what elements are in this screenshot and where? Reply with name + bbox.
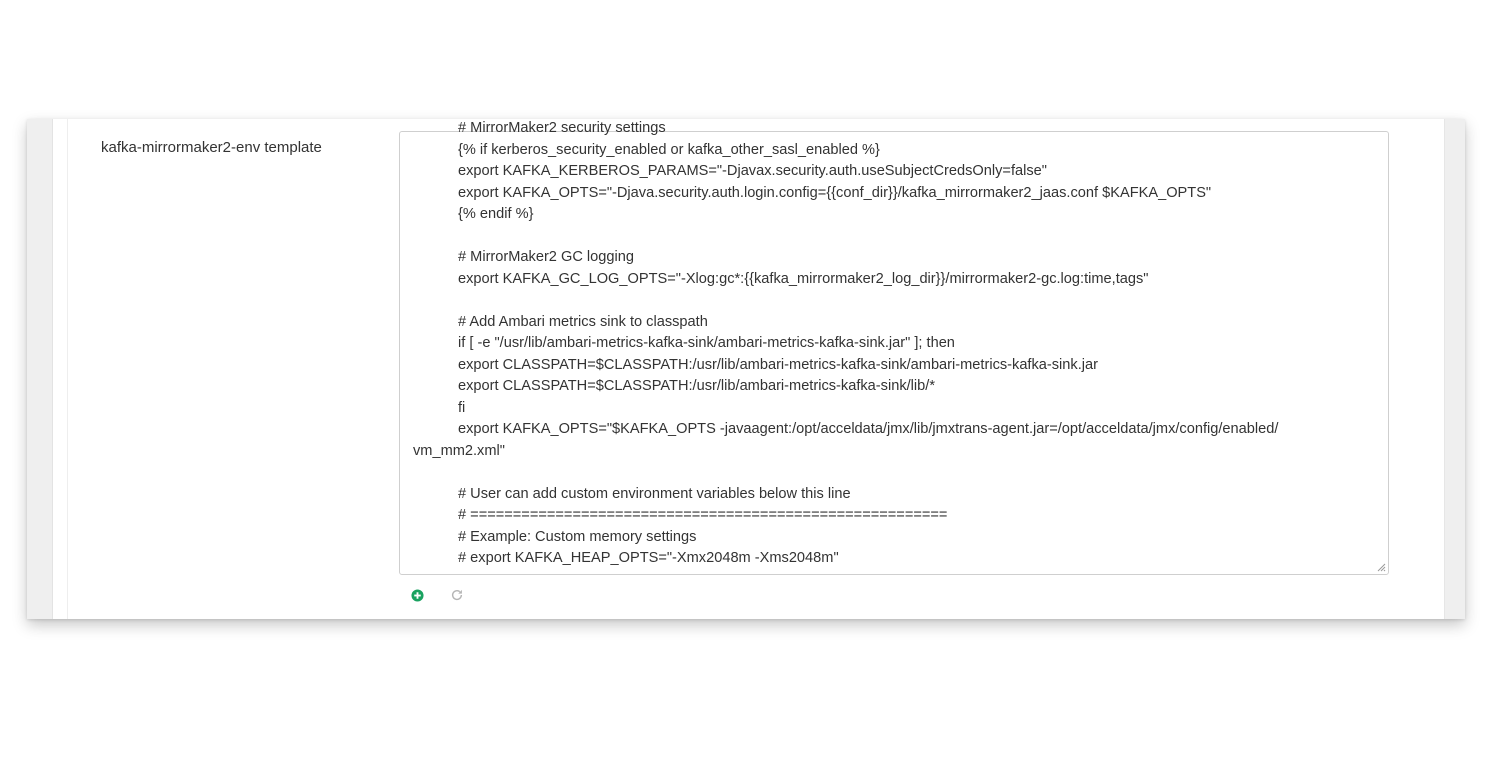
property-label: kafka-mirrormaker2-env template bbox=[101, 139, 322, 156]
code-line bbox=[413, 462, 1383, 484]
config-property-card bbox=[27, 119, 1465, 619]
code-line: export KAFKA_OPTS="-Djava.security.auth.login.config={{conf_dir}}/kafka_mirrormaker2_jaas.conf $KAFKA_OPTS" bbox=[458, 184, 1212, 201]
code-line: export KAFKA_KERBEROS_PARAMS="-Djavax.security.auth.useSubjectCredsOnly=false" bbox=[458, 163, 1047, 179]
code-line: # ======================================================== bbox=[458, 507, 948, 523]
code-line: # MirrorMaker2 security settings bbox=[458, 120, 666, 136]
code-line: vm_mm2.xml" bbox=[413, 442, 505, 459]
card-right-gutter bbox=[1444, 119, 1465, 619]
code-line bbox=[413, 290, 1383, 312]
code-line: # Add Ambari metrics sink to classpath bbox=[458, 313, 708, 330]
code-line: export KAFKA_OPTS="$KAFKA_OPTS -javaagent:/opt/acceldata/jmx/lib/jmxtrans-agent.jar=/opt/acceldata/jmx/config/enabled/ bbox=[458, 421, 1279, 437]
code-line: {% if kerberos_security_enabled or kafka_other_sasl_enabled %} bbox=[458, 141, 880, 158]
code-line: # export KAFKA_HEAP_OPTS="-Xmx2048m -Xms2048m" bbox=[458, 550, 839, 566]
code-line: {% endif %} bbox=[458, 206, 534, 222]
code-line: fi bbox=[458, 399, 466, 416]
resize-grip-icon[interactable] bbox=[1376, 562, 1386, 572]
code-line: if [ -e "/usr/lib/ambari-metrics-kafka-sink/ambari-metrics-kafka-sink.jar" ]; then bbox=[458, 335, 955, 351]
code-line: # MirrorMaker2 GC logging bbox=[458, 249, 634, 265]
template-content[interactable] bbox=[413, 118, 1383, 570]
code-line: export CLASSPATH=$CLASSPATH:/usr/lib/ambari-metrics-kafka-sink/lib/* bbox=[458, 378, 936, 394]
property-actions bbox=[409, 586, 465, 604]
code-line: export KAFKA_GC_LOG_OPTS="-Xlog:gc*:{{kafka_mirrormaker2_log_dir}}/mirrormaker2-gc.log:time,tags" bbox=[458, 270, 1149, 287]
code-line: # Example: Custom memory settings bbox=[458, 528, 697, 545]
plus-circle-icon bbox=[411, 589, 424, 602]
add-override-button[interactable] bbox=[409, 587, 425, 603]
refresh-icon bbox=[450, 588, 464, 602]
template-textarea[interactable] bbox=[399, 120, 1389, 575]
card-left-gutter bbox=[27, 119, 53, 619]
code-line: export CLASSPATH=$CLASSPATH:/usr/lib/ambari-metrics-kafka-sink/ambari-metrics-kafka-sink.jar bbox=[458, 356, 1098, 373]
undo-button[interactable] bbox=[449, 587, 465, 603]
code-line: # User can add custom environment variables below this line bbox=[458, 485, 851, 502]
card-divider bbox=[67, 119, 68, 619]
code-line bbox=[413, 226, 1383, 248]
